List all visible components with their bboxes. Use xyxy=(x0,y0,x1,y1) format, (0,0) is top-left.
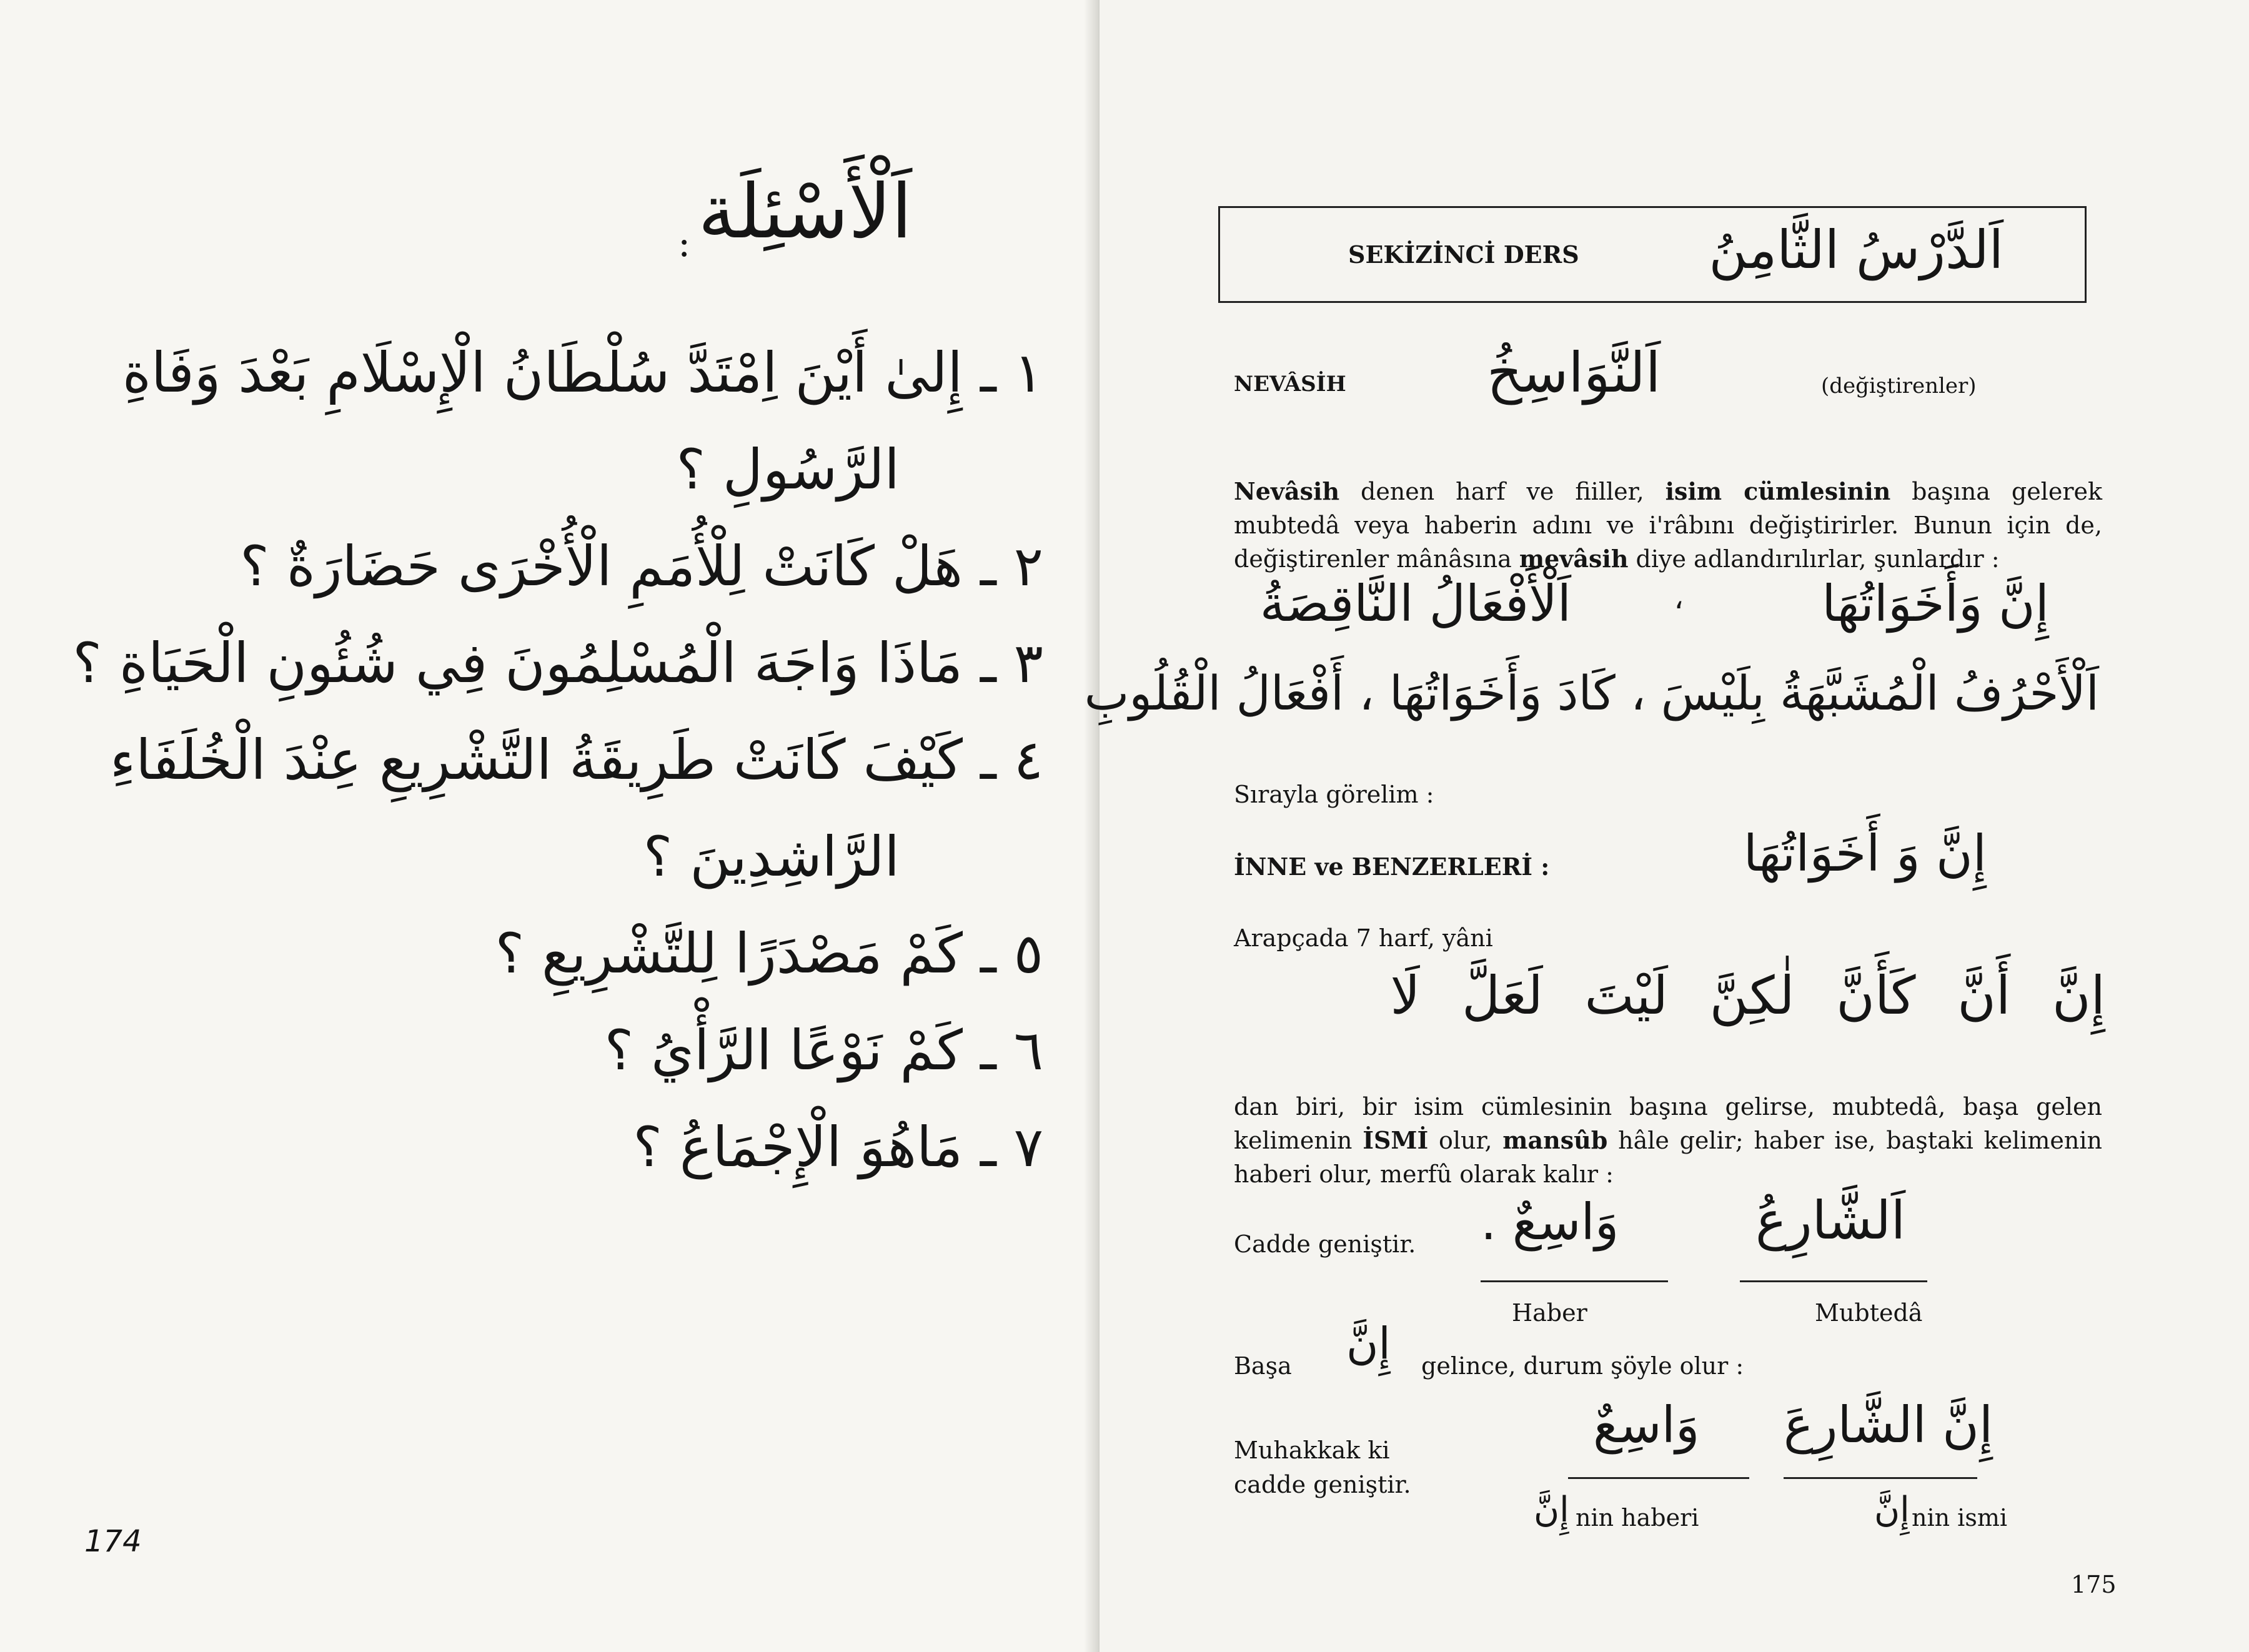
example1-haber-arabic: وَاسِعٌ . xyxy=(1481,1193,1619,1251)
questions-title: اَلْأَسْئِلَة xyxy=(698,169,912,255)
label-haber: Haber xyxy=(1512,1299,1587,1327)
lesson-label: SEKİZİNCİ DERS xyxy=(1348,240,1579,269)
muhakkak-line-1: Muhakkak ki xyxy=(1234,1437,1390,1464)
bold-term: isim cümlesinin xyxy=(1665,477,1891,505)
nin-haberi-text: nin haberi xyxy=(1576,1504,1699,1531)
list-item-nakisa: اَلْأَفْعَالُ النَّاقِصَةُ xyxy=(1259,575,1571,633)
label-mubteda: Mubtedâ xyxy=(1815,1299,1923,1327)
underline-haber xyxy=(1481,1280,1668,1282)
example2-ism-arabic: إِنَّ الشَّارِعَ xyxy=(1784,1396,1993,1454)
question-line: ٧ ـ مَاهُوَ الْإِجْمَاعُ ؟ xyxy=(633,1115,1043,1179)
nevasih-arabic: اَلنَّوَاسِخُ xyxy=(1487,340,1661,405)
question-line: الرَّاشِدِينَ ؟ xyxy=(643,824,900,889)
paragraph-text: olur, xyxy=(1428,1127,1503,1154)
question-line: ٤ ـ كَيْفَ كَانَتْ طَرِيقَةُ التَّشْرِيعِ عِنْدَ الْخُلَفَاءِ xyxy=(109,728,1043,792)
example1-mubteda-arabic: اَلشَّارِعُ xyxy=(1755,1190,1906,1251)
inne-label: İNNE ve BENZERLERİ : xyxy=(1234,853,1550,881)
inne-word: إِنَّ xyxy=(1346,1318,1391,1369)
second-paragraph xyxy=(1234,1090,2102,1191)
example1-translation: Cadde geniştir. xyxy=(1234,1230,1416,1258)
inne-arabic: إِنَّ وَ أَخَوَاتُهَا xyxy=(1743,824,1987,883)
question-line: ٦ ـ كَمْ نَوْعًا الرَّأْيُ ؟ xyxy=(604,1018,1043,1082)
left-page xyxy=(0,0,1100,1652)
intro-paragraph xyxy=(1234,475,2102,576)
inne-small-1: إِنَّ xyxy=(1534,1490,1569,1530)
question-line: ١ ـ إِلىٰ أَيْنَ اِمْتَدَّ سُلْطَانُ الْإِسْلَامِ بَعْدَ وَفَاةِ xyxy=(122,340,1043,405)
underline-mubteda xyxy=(1740,1280,1927,1282)
right-page-number: 175 xyxy=(2071,1571,2117,1598)
lesson-header-box xyxy=(1218,206,2087,303)
nevasih-label: NEVÂSİH xyxy=(1234,372,1346,397)
underline-haber-2 xyxy=(1568,1477,1749,1479)
paragraph-text: hâle gelir; haber ise, baştaki kelimenin haberi olur, merfû olarak kalır : xyxy=(1234,1127,2102,1188)
paragraph-text: dan biri, bir isim cümlesinin başına gelirse, mubtedâ, başa gelen kelimenin xyxy=(1234,1093,2102,1154)
nin-ismi-text: nin ismi xyxy=(1912,1504,2008,1531)
paragraph-text: başına gelerek mubtedâ veya haberin adını ve i'râbını değiştirirler. Bunun için de, değiştirenler mânâsına xyxy=(1234,478,2103,573)
underline-ism-2 xyxy=(1784,1477,1977,1479)
paragraph-text: denen harf ve fiiller, xyxy=(1339,478,1666,505)
gelince-text: gelince, durum şöyle olur : xyxy=(1421,1352,1744,1380)
nevasih-translation: (değiştirenler) xyxy=(1821,373,1977,398)
left-page-number: 174 xyxy=(84,1524,142,1559)
bold-term: mansûb xyxy=(1502,1126,1608,1154)
bold-term: İSMİ xyxy=(1363,1126,1429,1154)
list-item-inne: إِنَّ وَأَخَوَاتُهَا xyxy=(1822,575,2049,633)
lesson-arabic-title: اَلدَّرْسُ الثَّامِنُ xyxy=(1709,219,2003,280)
questions-title-colon: : xyxy=(678,222,691,265)
inne-small-2: إِنَّ xyxy=(1874,1490,1910,1530)
question-line: ٢ ـ هَلْ كَانَتْ لِلْأُمَمِ الْأُخْرَى حَضَارَةٌ ؟ xyxy=(240,534,1043,598)
basa-text: Başa xyxy=(1234,1352,1292,1380)
muhakkak-line-2: cadde geniştir. xyxy=(1234,1471,1411,1498)
example2-haber-arabic: وَاسِعٌ xyxy=(1593,1396,1700,1454)
list-line-2: اَلْأَحْرُفُ الْمُشَبَّهَةُ بِلَيْسَ ، كَادَ وَأَخَوَاتُهَا ، أَفْعَالُ الْقُلُوبِ xyxy=(1084,665,2099,721)
question-line: ٣ ـ مَاذَا وَاجَهَ الْمُسْلِمُونَ فِي شُئُونِ الْحَيَاةِ ؟ xyxy=(72,631,1043,695)
list-separator: ، xyxy=(1674,581,1684,616)
right-page xyxy=(1084,0,2249,1652)
paragraph-text: diye adlandırılırlar, şunlardır : xyxy=(1628,545,2000,573)
bold-term: mevâsih xyxy=(1519,545,1629,573)
arapcada-text: Arapçada 7 harf, yâni xyxy=(1234,924,1493,952)
sirayla-text: Sırayla görelim : xyxy=(1234,781,1434,808)
bold-term: Nevâsih xyxy=(1234,477,1340,505)
seven-letters: إِنَّ أَنَّ كَأَنَّ لٰكِنَّ لَيْتَ لَعَلَّ لَا xyxy=(1390,965,2105,1026)
question-line: ٥ ـ كَمْ مَصْدَرًا لِلتَّشْرِيعِ ؟ xyxy=(495,921,1043,986)
question-line: الرَّسُولِ ؟ xyxy=(676,437,900,502)
